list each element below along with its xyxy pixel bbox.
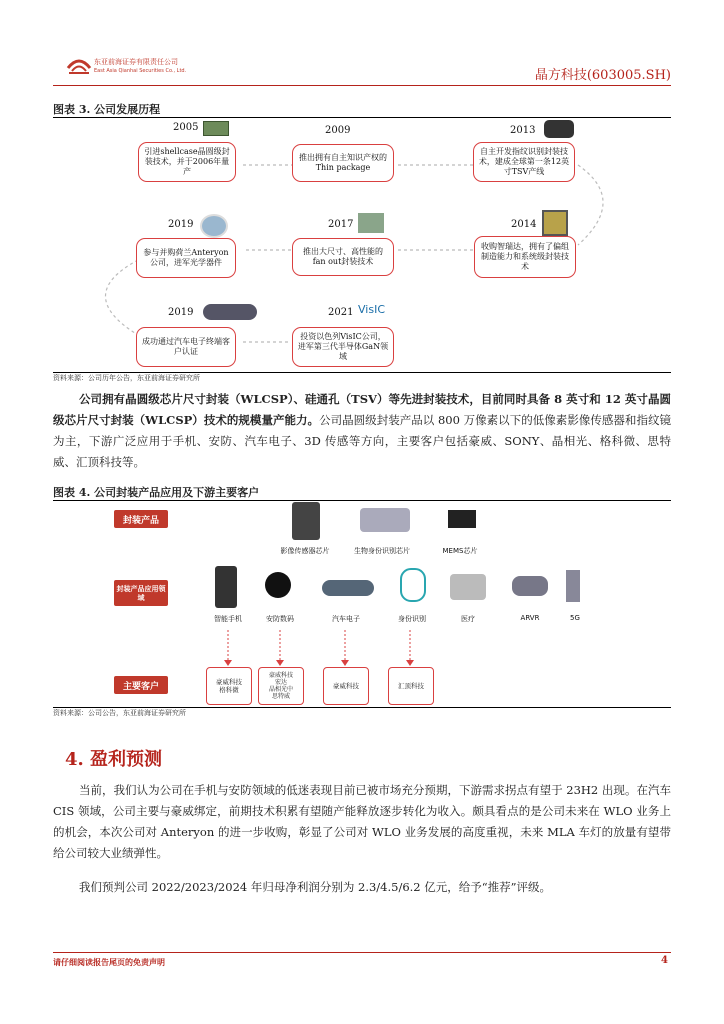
visic-logo: VisIC	[358, 303, 385, 316]
application-caption: 安防数码	[266, 615, 294, 623]
body-paragraph	[53, 389, 671, 473]
timeline-year: 2021	[328, 307, 354, 318]
timeline-event: 收购智瑞达，拥有了偏组制造能力和系统级封装技术	[474, 236, 576, 278]
rating-paragraph: 我们预判公司 2022/2023/2024 年归母净利润分别为 2.3/4.5/6.2 亿元，给予“推荐”评级。	[79, 880, 552, 894]
product-caption: 影像传感器芯片	[280, 547, 330, 555]
application-caption: 身份识别	[398, 615, 426, 623]
fingerprint-image	[400, 568, 426, 602]
footer-disclaimer: 请仔细阅读报告尾页的免责声明	[53, 958, 165, 967]
vr-headset-image	[512, 576, 548, 596]
application-caption: ARVR	[520, 614, 540, 622]
figure3-rule	[53, 117, 671, 118]
timeline-year: 2019	[168, 307, 194, 318]
package-image	[542, 210, 568, 236]
stock-ticker: 晶方科技(603005.SH)	[534, 68, 671, 83]
company-logo	[66, 54, 92, 76]
timeline-year: 2019	[168, 219, 194, 230]
timeline-year: 2017	[328, 219, 354, 230]
chip-image	[203, 121, 229, 136]
footer-rule	[53, 952, 671, 953]
timeline-event: 引进shellcase晶圆级封装技术，并于2006年量产	[138, 142, 236, 182]
figure4-source: 资料来源：公司公告，东亚前海证券研究所	[53, 709, 186, 717]
timeline-event: 自主开发指纹识别封装技术，建成全球第一条12英寸TSV产线	[473, 142, 575, 182]
timeline-year: 2005	[173, 122, 199, 133]
timeline-event: 推出拥有自主知识产权的Thin package	[292, 144, 394, 182]
application-caption: 医疗	[461, 615, 475, 623]
timeline-year: 2009	[325, 125, 351, 136]
tower-image	[566, 570, 580, 602]
forecast-paragraph: 当前，我们认为公司在手机与安防领域的低迷表现目前已被市场充分预期，下游需求拐点有望于 23H2 出现。在汽车 CIS 领域，公司主要与豪威绑定，前期技术积累有望随产能释放逐步转化为收入。颇具看点的是公司未来在 WLO 业务上的机会，本次公司对 Anteryon 的进一步收购，彰显了公司对 WLO 业务发展的高度重视，未来 MLA 车灯的放量有望带给公司较大业绩弹性。	[53, 783, 671, 860]
medical-image	[450, 574, 486, 600]
page-number: 4	[661, 955, 668, 966]
header-rule	[53, 85, 671, 86]
sensor-module-image	[544, 120, 574, 138]
timeline-event: 推出大尺寸、高性能的fan out封装技术	[292, 238, 394, 276]
paragraph-bold-lead: 公司拥有晶圆级芯片尺寸封装（WLCSP）、硅通孔（TSV）等先进封装技术，目前同时具备 8 英寸和 12 英寸晶圆级芯片尺寸封装（WLCSP）技术的规模量产能力。	[53, 392, 671, 427]
figure3-source: 资料来源：公司历年公告，东亚前海证券研究所	[53, 374, 200, 382]
mems-chip-image	[448, 510, 476, 528]
application-caption: 智能手机	[214, 615, 242, 623]
customer-box: 豪威科技	[323, 667, 369, 705]
car-image	[203, 304, 257, 320]
timeline-year: 2013	[510, 125, 536, 136]
section-heading: 4. 盈利预测	[65, 749, 163, 770]
row-label-customers: 主要客户	[114, 676, 168, 694]
customer-box: 汇顶科技	[388, 667, 434, 705]
camera-image	[265, 572, 291, 598]
paragraph-text: 公司晶圆级封装产品以 800 万像素以下的低像素影像传感器和指纹镜为主，下游广泛应用于手机、安防、汽车电子、3D 传感等方向，主要客户包括豪威、SONY、晶相光、格科微、思特威、汇顶科技等。	[53, 413, 672, 469]
product-caption: 生物身份识别芯片	[354, 547, 410, 555]
wafer-image	[358, 213, 384, 233]
timeline-event: 投资以色列VisIC公司，进军第三代半导体GaN领域	[292, 327, 394, 367]
customer-box: 豪威科技 宏达 晶相光中 思特威	[258, 667, 304, 705]
biometric-chip-image	[360, 508, 410, 532]
row-label-applications: 封装产品应用领域	[114, 580, 168, 606]
application-caption: 5G	[570, 614, 580, 622]
customer-arrows	[200, 628, 450, 668]
smartphone-image	[215, 566, 237, 608]
timeline-event: 参与并购荷兰Anteryon公司，进军光学器件	[136, 238, 236, 278]
row-label-products: 封装产品	[114, 510, 168, 528]
company-name-cn: 东亚前海证券有限责任公司	[94, 58, 178, 66]
figure4-title: 图表 4. 公司封装产品应用及下游主要客户	[53, 486, 260, 499]
figure4-rule	[53, 500, 671, 501]
car-image	[322, 580, 374, 596]
image-sensor-chip-image	[292, 502, 320, 540]
product-caption: MEMS芯片	[442, 547, 478, 555]
timeline-event: 成功通过汽车电子终端客户认证	[136, 327, 236, 367]
figure3-title: 图表 3. 公司发展历程	[53, 103, 161, 116]
company-name-en: East Asia Qianhai Securities Co., Ltd.	[94, 68, 187, 74]
application-caption: 汽车电子	[332, 615, 360, 623]
lens-image	[200, 214, 228, 238]
timeline-year: 2014	[511, 219, 537, 230]
customer-box: 豪威科技 格科微	[206, 667, 252, 705]
